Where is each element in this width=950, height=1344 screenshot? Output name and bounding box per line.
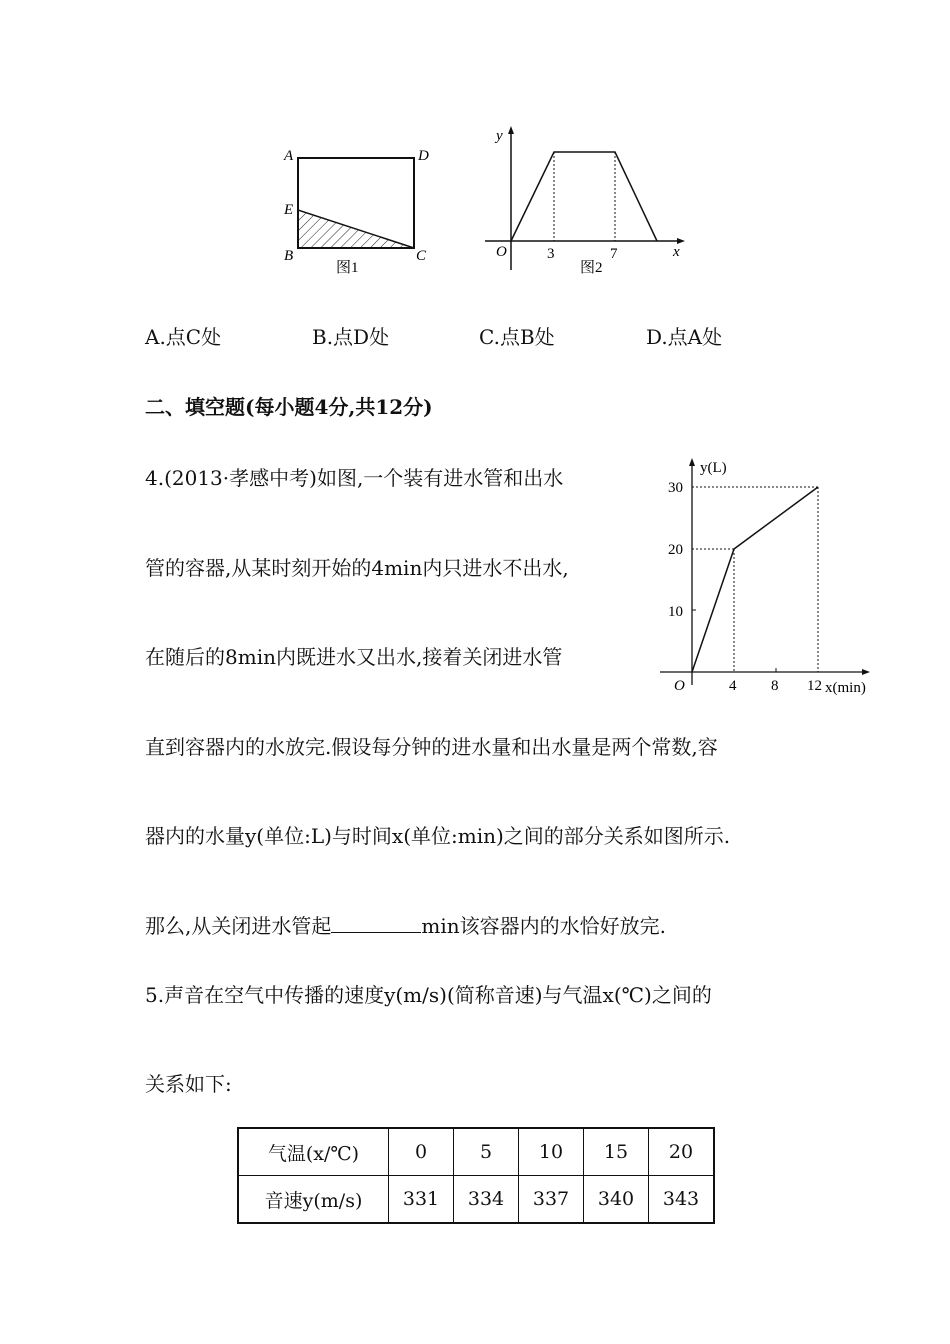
figure-1-rectangle (270, 120, 440, 290)
water-volume-line (692, 487, 818, 672)
figure-2-graph (480, 120, 690, 290)
tick-7: 7 (610, 246, 618, 262)
table-row (238, 1176, 714, 1224)
q4-text-after: min该容器内的水恰好放完. (421, 914, 666, 938)
answer-blank[interactable] (331, 914, 421, 933)
q5-line-2: 关系如下: (145, 1072, 232, 1096)
label-e: E (284, 202, 294, 218)
table-cell: 337 (519, 1176, 584, 1224)
table-cell: 气温(x/℃) (238, 1128, 389, 1176)
table-cell: 5 (454, 1128, 519, 1176)
option-b: B.点D处 (312, 325, 390, 349)
label-a: A (284, 148, 294, 164)
ytick-20: 20 (668, 542, 683, 558)
table-cell: 0 (389, 1128, 454, 1176)
q4-line-3: 在随后的8min内既进水又出水,接着关闭进水管 (145, 645, 563, 669)
ytick-10: 10 (668, 604, 683, 620)
xtick-12: 12 (807, 678, 822, 694)
label-d: D (418, 148, 429, 164)
q4-line-1: 4.(2013·孝感中考)如图,一个装有进水管和出水 (145, 466, 564, 490)
xtick-4: 4 (729, 678, 737, 694)
option-a: A.点C处 (145, 325, 222, 349)
x-axis-label: x (673, 244, 680, 260)
section-title: 二、填空题(每小题4分,共12分) (145, 395, 433, 419)
q4-line-6 (145, 914, 666, 938)
trapezoid-line (511, 152, 657, 241)
q4-text-before: 那么,从关闭进水管起 (145, 914, 332, 938)
ytick-30: 30 (668, 480, 683, 496)
origin-label: O (496, 244, 507, 260)
table-cell: 343 (649, 1176, 715, 1224)
table-cell: 10 (519, 1128, 584, 1176)
table-cell: 音速y(m/s) (238, 1176, 389, 1224)
option-c: C.点B处 (479, 325, 555, 349)
tick-3: 3 (547, 246, 555, 262)
table-row (238, 1128, 714, 1176)
table-cell: 20 (649, 1128, 715, 1176)
caption-fig1: 图1 (336, 260, 359, 276)
table-cell: 340 (584, 1176, 649, 1224)
table-cell: 15 (584, 1128, 649, 1176)
label-b: B (284, 248, 294, 264)
option-d: D.点A处 (646, 325, 723, 349)
xtick-8: 8 (771, 678, 779, 694)
shaded-triangle (298, 210, 414, 248)
caption-fig2: 图2 (580, 260, 603, 276)
y-axis-label: y (496, 128, 503, 144)
origin-label: O (674, 678, 685, 694)
table-cell: 331 (389, 1176, 454, 1224)
y-axis-label: y(L) (700, 460, 727, 476)
q4-line-2: 管的容器,从某时刻开始的4min内只进水不出水, (145, 556, 569, 580)
q5-line-1: 5.声音在空气中传播的速度y(m/s)(简称音速)与气温x(℃)之间的 (145, 983, 712, 1007)
x-axis-label: x(min) (825, 680, 866, 696)
q4-line-5: 器内的水量y(单位:L)与时间x(单位:min)之间的部分关系如图所示. (145, 824, 731, 848)
q4-line-4: 直到容器内的水放完.假设每分钟的进水量和出水量是两个常数,容 (145, 735, 718, 759)
label-c: C (416, 248, 427, 264)
table-cell: 334 (454, 1176, 519, 1224)
figure-3-graph (650, 450, 890, 700)
speed-temperature-table (237, 1127, 715, 1224)
